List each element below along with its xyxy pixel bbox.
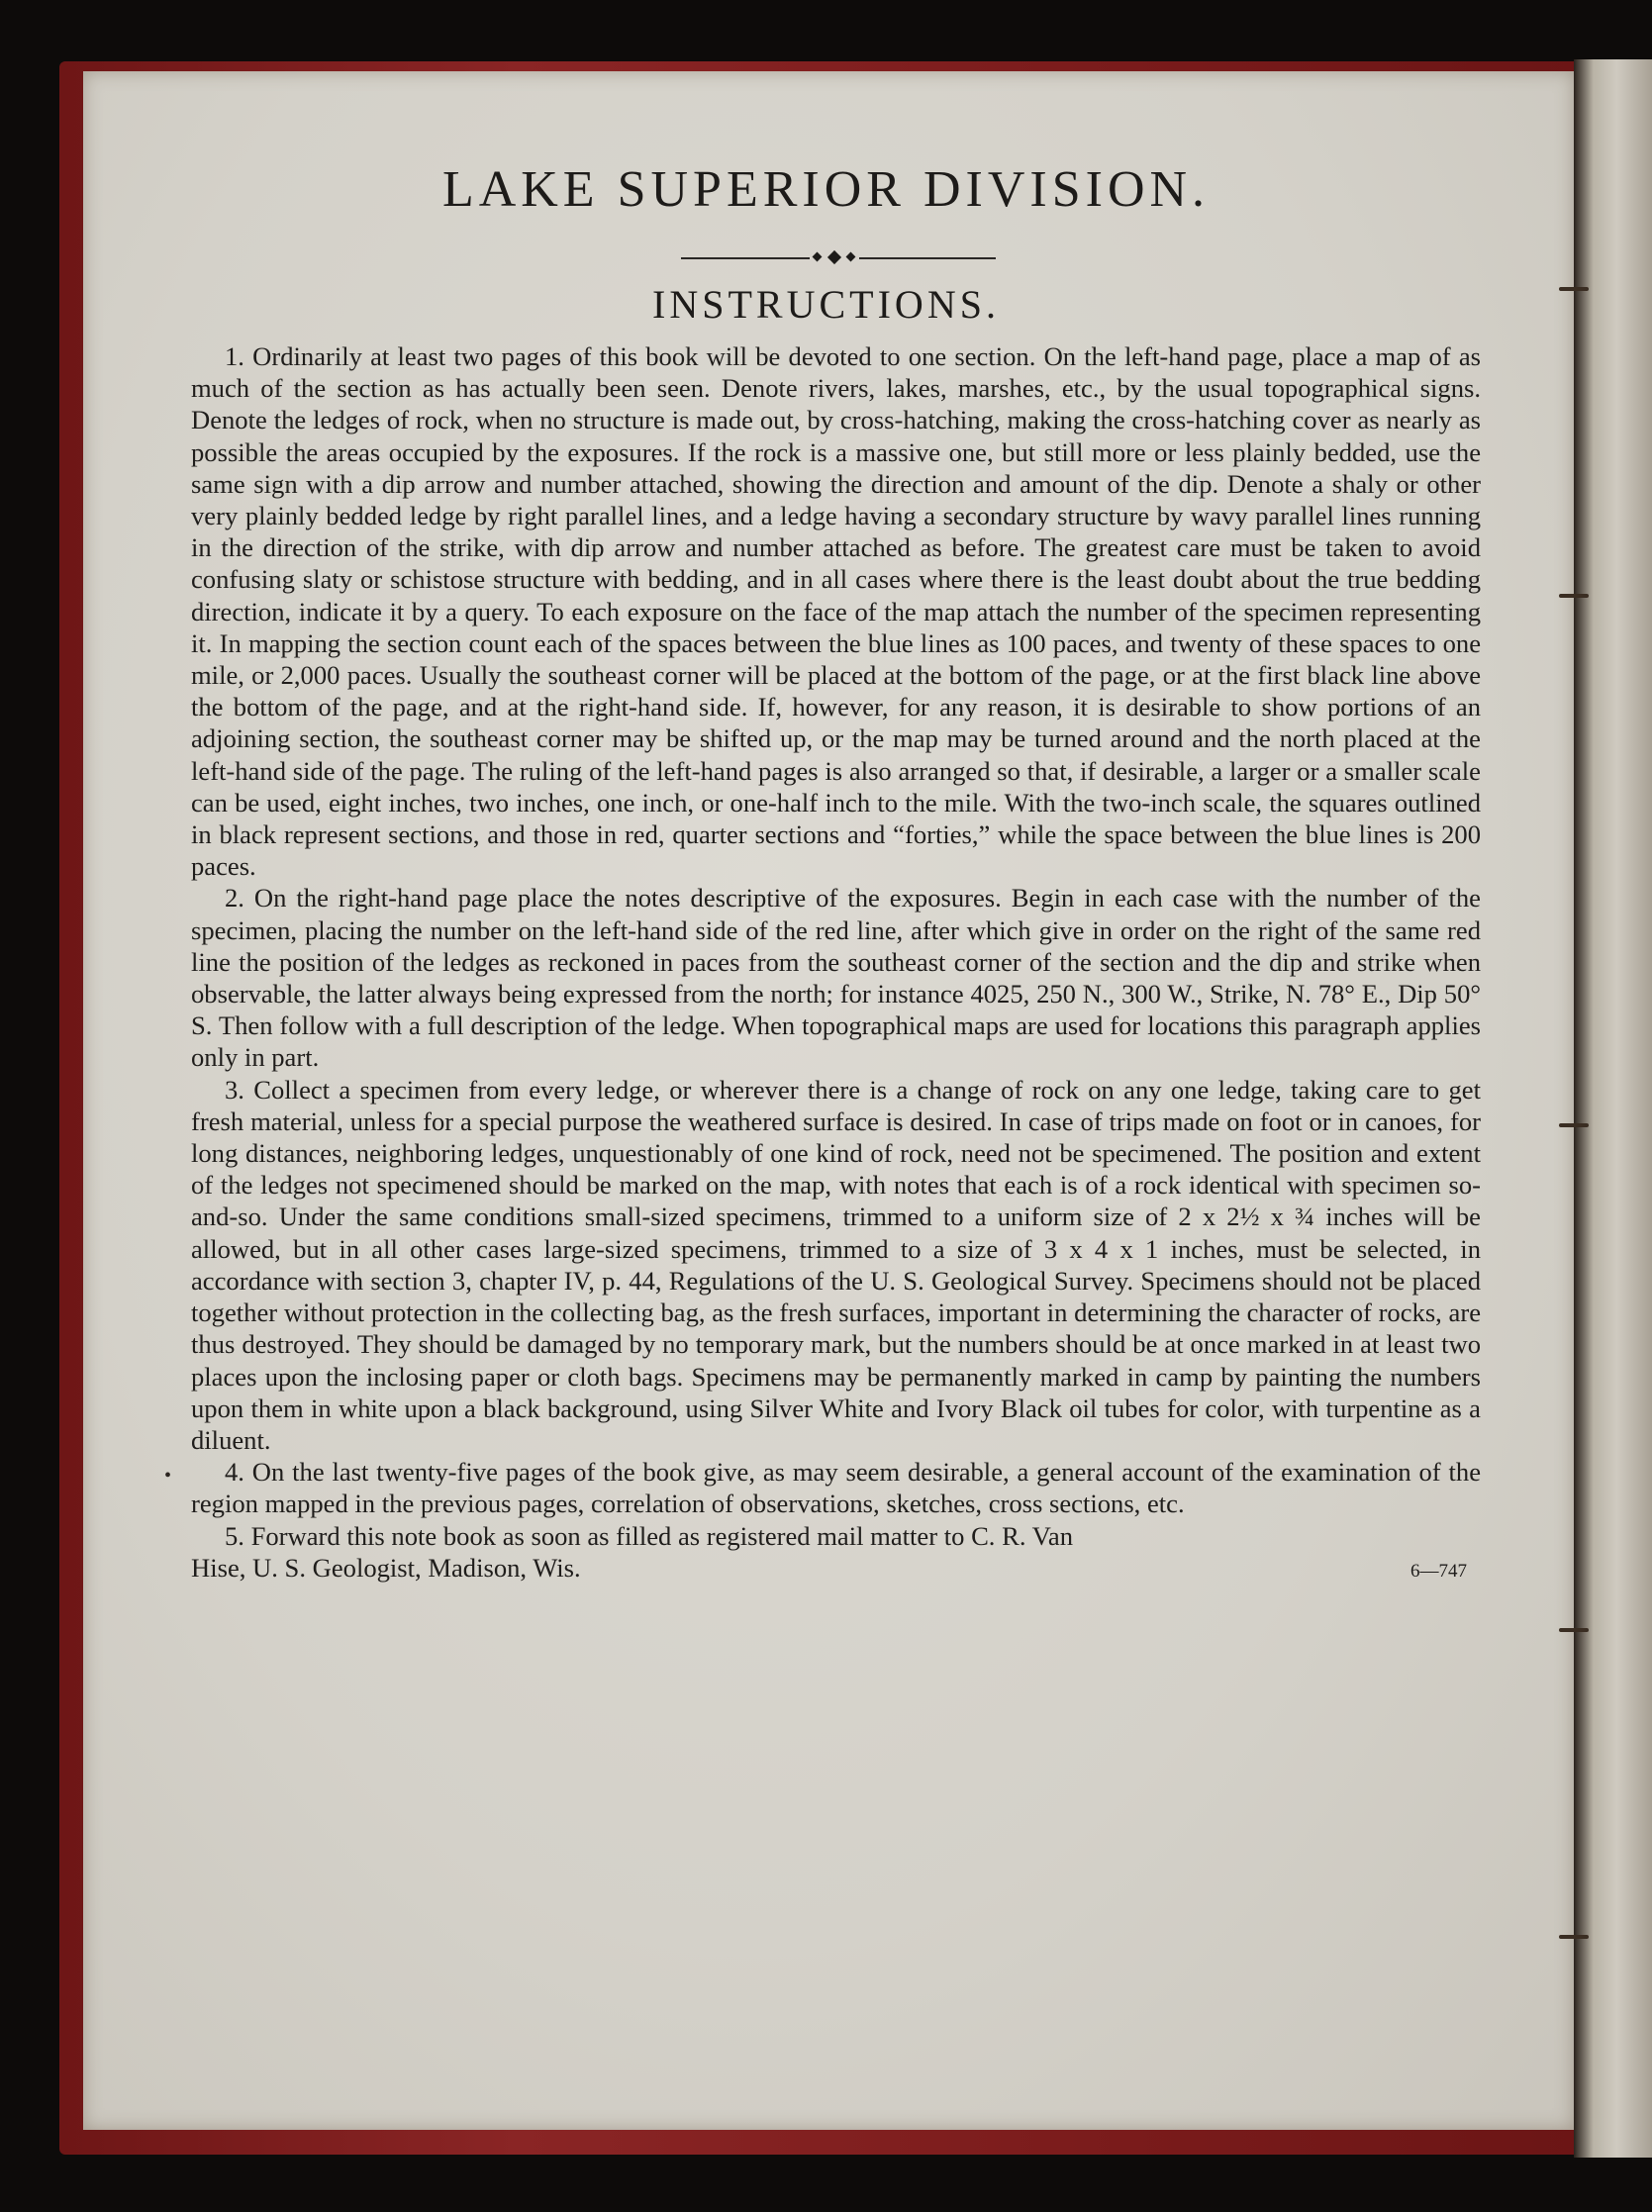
instruction-paragraph-5-line1: 5. Forward this note book as soon as filled as registered mail matter to C. R. Van	[225, 1520, 1074, 1551]
instruction-paragraph-5-line2	[191, 1552, 1481, 1587]
binding-stitch	[1559, 1123, 1589, 1127]
binding-stitch	[1559, 594, 1589, 598]
margin-mark: •	[164, 1465, 172, 1487]
instruction-paragraph-2: 2. On the right-hand page place the notes descriptive of the exposures. Begin in each case with the number of the specimen, placing the number on the left-hand side of the red line, after which give in order on the right of the same red line the position of the ledges as reckoned in paces from the southeast corner of the section and the dip and strike when observable, the latter always being expressed from the north; for instance 4025, 250 N., 300 W., Strike, N. 78° E., Dip 50° S. Then follow with a full description of the ledge. When topographical maps are used for locations this paragraph applies only in part.	[191, 883, 1481, 1073]
section-heading: INSTRUCTIONS.	[652, 282, 1000, 327]
instruction-paragraph-3: 3. Collect a specimen from every ledge, or wherever there is a change of rock on any one ledge, taking care to get fresh material, unless for a special purpose the weathered surface is desired. In case of trips made on foot or in canoes, for long distances, neighboring ledges, unquestionably of one kind of rock, need not be specimened. The position and extent of the ledges not specimened should be marked on the map, with notes that each is of a rock identical with specimen so-and-so. Under the same conditions small-sized specimens, trimmed to a uniform size of 2 x 2½ x ¾ inches will be allowed, but in all other cases large-sized specimens, trimmed to a size of 3 x 4 x 1 inches, must be selected, in accordance with section 3, chapter IV, p. 44, Regulations of the U. S. Geological Survey. Specimens should not be placed together without protection in the collecting bag, as the fresh surfaces, important in determining the character of rocks, are thus destroyed. They should be damaged by no temporary mark, but the numbers should be at once marked in at least two places upon the inclosing paper or cloth bags. Specimens may be permanently marked in camp by painting the numbers upon them in white upon a black background, using Silver White and Ivory Black oil tubes for color, with turpentine as a diluent.	[191, 1074, 1481, 1455]
page-title: LAKE SUPERIOR DIVISION.	[441, 161, 1211, 218]
form-number: 6—747	[1410, 1560, 1467, 1582]
binding-stitch	[1559, 1628, 1589, 1632]
facing-page-edge	[1574, 59, 1652, 2158]
instructions-body	[191, 340, 1481, 1587]
divider-ornament	[681, 252, 996, 264]
instruction-paragraph-4: 4. On the last twenty-five pages of the book give, as may seem desirable, a general account of the examination of the region mapped in the previous pages, correlation of observations, sketches, cross sections, etc.	[191, 1457, 1481, 1519]
instruction-paragraph-1: 1. Ordinarily at least two pages of this book will be devoted to one section. On the left-hand page, place a map of as much of the section as has actually been seen. Denote rivers, lakes, marshes, etc., by the usual topographical signs. Denote the ledges of rock, when no structure is made out, by cross-hatching, making the cross-hatching cover as nearly as possible the areas occupied by the exposures. If the rock is a massive one, but still more or less plainly bedded, use the same sign with a dip arrow and number attached, showing the direction and amount of the dip. Denote a shaly or other very plainly bedded ledge by right parallel lines, and a ledge having a secondary structure by wavy parallel lines running in the direction of the strike, with dip arrow and number attached as before. The greatest care must be taken to avoid confusing slaty or schistose structure with bedding, and in all cases where there is the least doubt about the true bedding direction, indicate it by a query. To each exposure on the face of the map attach the number of the specimen representing it. In mapping the section count each of the spaces between the blue lines as 100 paces, and twenty of these spaces to one mile, or 2,000 paces. Usually the southeast corner will be placed at the bottom of the page, or at the first black line above the bottom of the page, and at the right-hand side. If, however, for any reason, it is desirable to show portions of an adjoining section, the southeast corner may be shifted up, or the map may be turned around and the north placed at the left-hand side of the page. The ruling of the left-hand pages is also arranged so that, if desirable, a larger or a smaller scale can be used, eight inches, two inches, one inch, or one-half inch to the mile. With the two-inch scale, the squares outlined in black represent sections, and those in red, quarter sections and “forties,” while the space between the blue lines is 200 paces.	[191, 341, 1481, 882]
address-text: Hise, U. S. Geologist, Madison, Wis.	[191, 1552, 581, 1583]
binding-stitch	[1559, 1935, 1589, 1939]
